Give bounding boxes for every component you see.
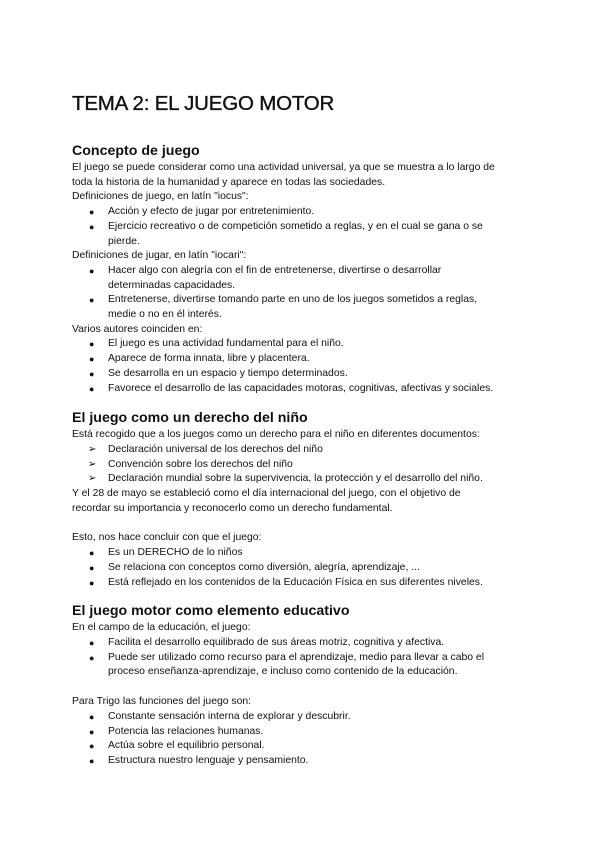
bullet-icon: ● — [89, 368, 95, 379]
list-item — [72, 651, 528, 666]
list-item-text: Ejercicio recreativo o de competición sometido a reglas, y en el cual se gana o se — [108, 220, 483, 232]
list-item — [72, 264, 528, 279]
bullet-list — [72, 337, 528, 396]
list-item-text: Declaración universal de los derechos del niño — [108, 443, 323, 455]
spacer — [72, 516, 528, 531]
list-item — [72, 337, 528, 352]
list-item — [72, 367, 528, 382]
paragraph: Definiciones de jugar, en latín "iocari": — [72, 250, 247, 262]
list-item-text: Está reflejado en los contenidos de la Educación Física en sus diferentes niveles. — [108, 576, 483, 588]
list-item-text: Acción y efecto de jugar por entretenimiento. — [108, 206, 315, 218]
arrow-bullet-icon: ➢ — [88, 458, 97, 470]
list-item — [72, 458, 528, 473]
list-item — [72, 576, 528, 591]
list-item-text: Entretenerse, divertirse tomando parte en uno de los juegos sometidos a reglas, — [108, 294, 478, 306]
list-item-text: Actúa sobre el equilibrio personal. — [108, 740, 265, 752]
list-item-text: El juego es una actividad fundamental para el niño. — [108, 338, 344, 350]
list-item — [72, 754, 528, 769]
paragraph: toda la historia de la humanidad y aparece en todas las sociedades. — [72, 176, 386, 188]
list-item-text: Aparece de forma innata, libre y placentera. — [108, 353, 310, 365]
list-item — [72, 472, 528, 487]
list-item-text: Favorece el desarrollo de las capacidades motoras, cognitivas, afectivas y sociales. — [108, 382, 494, 394]
paragraph: El juego se puede considerar como una actividad universal, ya que se muestra a lo largo de — [72, 162, 495, 173]
arrow-list — [72, 443, 528, 487]
paragraph: Varios autores coinciden en: — [72, 323, 203, 335]
section-derecho — [72, 409, 528, 590]
arrow-bullet-icon: ➢ — [88, 443, 97, 455]
bullet-icon: ● — [89, 265, 95, 276]
list-item-text: determinadas capacidades. — [108, 279, 236, 291]
list-item — [72, 710, 528, 725]
list-item — [72, 636, 528, 651]
bullet-icon: ● — [89, 548, 95, 559]
list-item-text: pierde. — [108, 235, 140, 247]
bullet-icon: ● — [89, 383, 95, 394]
paragraph: recordar su importancia y reconocerlo como un derecho fundamental. — [72, 502, 393, 514]
list-item — [72, 293, 528, 308]
bullet-icon: ● — [89, 726, 95, 737]
list-item-text: Hacer algo con alegría con el fin de entretenerse, divertirse o desarrollar — [108, 264, 442, 276]
bullet-icon: ● — [89, 354, 95, 365]
list-item-text: proceso enseñanza-aprendizaje, e incluso como contenido de la educación. — [108, 666, 458, 678]
list-item — [72, 205, 528, 220]
list-item — [72, 739, 528, 754]
list-item-text: Declaración mundial sobre la supervivencia, la protección y el desarrollo del niño. — [108, 473, 483, 485]
list-item-text: Potencia las relaciones humanas. — [108, 725, 264, 737]
spacer — [72, 680, 528, 695]
bullet-icon: ● — [89, 295, 95, 306]
paragraph: Para Trigo las funciones del juego son: — [72, 696, 252, 708]
section-heading: El juego como un derecho del niño — [72, 410, 308, 427]
paragraph: En el campo de la educación, el juego: — [72, 622, 251, 634]
bullet-icon: ● — [89, 207, 95, 218]
bullet-icon: ● — [89, 711, 95, 722]
paragraph: Está recogido que a los juegos como un derecho para el niño en diferentes documentos: — [72, 429, 480, 441]
list-item-text: Convención sobre los derechos del niño — [108, 458, 293, 470]
section-heading: El juego motor como elemento educativo — [72, 603, 350, 620]
list-item — [72, 443, 528, 458]
list-item-continuation — [72, 665, 528, 680]
list-item-text: Facilita el desarrollo equilibrado de sus áreas motriz, cognitiva y afectiva. — [108, 636, 445, 648]
paragraph: Esto, nos hace concluir con que el juego: — [72, 532, 262, 544]
bullet-list — [72, 636, 528, 680]
list-item-continuation — [72, 308, 528, 323]
section-heading: Concepto de juego — [72, 143, 200, 159]
list-item — [72, 382, 528, 397]
paragraph: Y el 28 de mayo se estableció como el día internacional del juego, con el objetivo de — [72, 488, 461, 500]
list-item — [72, 561, 528, 576]
list-item-text: Es un DERECHO de lo niños — [108, 547, 243, 559]
bullet-list — [72, 710, 528, 769]
list-item-text: medie o no en él interés. — [108, 309, 222, 321]
bullet-icon: ● — [89, 741, 95, 752]
bullet-icon: ● — [89, 755, 95, 766]
list-item-continuation — [72, 279, 528, 294]
bullet-icon: ● — [89, 637, 95, 648]
bullet-icon: ● — [89, 652, 95, 663]
section-concepto — [72, 142, 528, 396]
list-item-text: Se desarrolla en un espacio y tiempo determinados. — [108, 367, 348, 379]
bullet-list — [72, 205, 528, 249]
list-item-text: Estructura nuestro lenguaje y pensamiento. — [108, 754, 309, 766]
list-item-text: Se relaciona con conceptos como diversión, alegría, aprendizaje, ... — [108, 561, 420, 573]
arrow-bullet-icon: ➢ — [88, 473, 97, 485]
bullet-list — [72, 546, 528, 590]
bullet-icon: ● — [89, 577, 95, 588]
list-item — [72, 352, 528, 367]
paragraph: Definiciones de juego, en latín "iocus": — [72, 191, 249, 203]
page-title: TEMA 2: EL JUEGO MOTOR — [72, 92, 335, 115]
document-page — [72, 90, 528, 769]
bullet-icon: ● — [89, 339, 95, 350]
list-item-continuation — [72, 235, 528, 250]
list-item — [72, 725, 528, 740]
list-item — [72, 220, 528, 235]
bullet-icon: ● — [89, 221, 95, 232]
list-item — [72, 546, 528, 561]
list-item-text: Puede ser utilizado como recurso para el aprendizaje, medio para llevar a cabo el — [108, 651, 485, 663]
section-educativo — [72, 602, 528, 768]
bullet-list — [72, 264, 528, 323]
list-item-text: Constante sensación interna de explorar y descubrir. — [108, 710, 351, 722]
bullet-icon: ● — [89, 562, 95, 573]
